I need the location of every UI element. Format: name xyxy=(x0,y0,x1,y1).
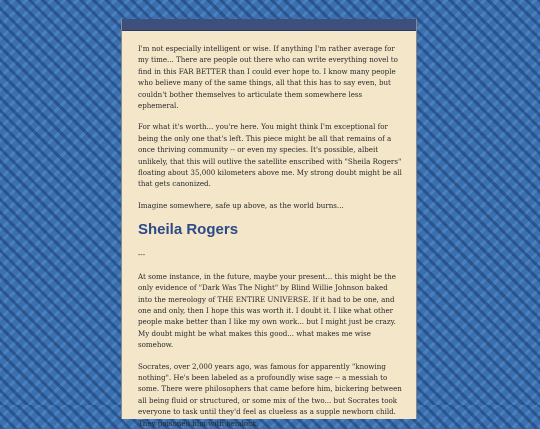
paragraph-worth: For what it's worth... you're here. You might think I'm exceptional for being the only one that's left. This piece might be all that remains of a once thriving community -- or even my species. It's possible, albeit unlikely, that this will outlive the satellite enscribed with "Sheila Rogers" floating about 35,000 kilometers above me. My strong doubt might be all that gets canonized. xyxy=(138,122,402,189)
article-page xyxy=(121,19,417,428)
section-heading: Sheila Rogers xyxy=(138,221,239,239)
separator: --- xyxy=(138,250,146,260)
paragraph-socrates: Socrates, over 2,000 years ago, was famous for apparently "knowing nothing". He's been labeled as a profoundly wise sage -- a messiah to some. There were philosophers that came before him, bickering between all being fluid or structured, or some mix of the two... but Socrates took everyone to task until they'd feel as clueless as a supple newborn child. They poisoned him with hemlock. xyxy=(138,361,402,428)
article-content xyxy=(122,31,416,429)
paragraph-evidence: At some instance, in the future, maybe your present... this might be the only evidence of "Dark Was The Night" by Blind Willie Johnson baked into the mereology of THE ENTIRE UNIVERSE. If it had to be one, and one and only, then I hope this was worth it. I doubt it. I like what other people make better than I like my own work... but I might just be crazy. My doubt might be what makes this good... what makes me wise somehow. xyxy=(138,271,396,350)
paragraph-intro: I'm not especially intelligent or wise. If anything I'm rather average for my time... There are people out there who can write everything novel to find in this FAR BETTER than I could ever hope to. I know many people who believe many of the same things, all that this has to say even, but couldn't bother themselves to articulate them somewhere less ephemeral. xyxy=(138,44,398,111)
page-header-bar xyxy=(122,19,416,31)
paragraph-imagine: Imagine somewhere, safe up above, as the world burns... xyxy=(138,200,344,210)
